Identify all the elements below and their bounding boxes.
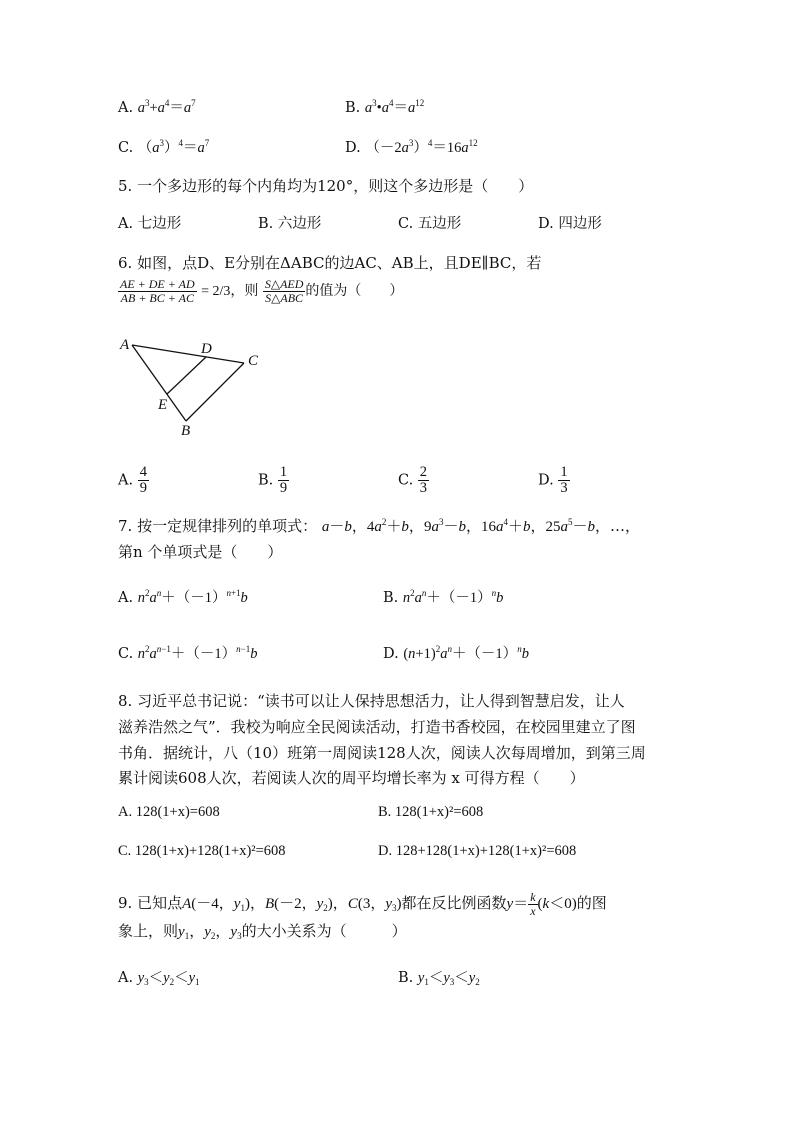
q5-option-a: A. 七边形 bbox=[118, 216, 182, 232]
q6-perimeter-ratio: $\frac{AE + DE + AD}{AB + BC + AC}$ bbox=[120, 277, 195, 305]
q4-option-a: A. $a^3+a^4=a^7$ bbox=[118, 98, 196, 116]
q8-option-d: D. 128+128(1+x)+128(1+x)²=608 bbox=[378, 843, 577, 859]
q8-line1: 8. 习近平总书记说：“读书可以让人保持思想活力，让人得到智慧启发，让人 bbox=[118, 692, 625, 710]
edge-ac bbox=[132, 345, 244, 363]
q8-option-b: B. 128(1+x)²=608 bbox=[378, 804, 484, 820]
q9-stem-line1: 9. 已知点A(－4，$y_1$)，B(－2，$y_2$)，C(3，$y_3$)都在反比例函数y＝ $\frac{k}{x}$ (k＜0)的图 bbox=[118, 890, 607, 918]
q6-area-ratio: $\frac{\text{S△AED}}{\text{S△ABC}}$ bbox=[264, 277, 304, 305]
edge-bc bbox=[186, 363, 244, 421]
q8-line4: 累计阅读608人次，若阅读人次的周平均增长率为 x 可得方程（ ） bbox=[118, 769, 585, 787]
q5-option-c: C. 五边形 bbox=[398, 216, 462, 232]
q6-option-d: D. $\frac{1}{3}$ bbox=[538, 464, 568, 497]
triangle-figure bbox=[110, 330, 280, 442]
label-b: B bbox=[181, 423, 191, 439]
q7-option-b: B. $n^2a^n+(-1)^nb$ bbox=[383, 588, 504, 606]
q4-option-d: D. $(-2a^3)^4=16a^{12}$ bbox=[345, 138, 478, 156]
q9-option-a: A. $y_3<y_2<y_1$ bbox=[118, 970, 200, 987]
q9-option-b: B. $y_1<y_3<y_2$ bbox=[398, 970, 480, 987]
q6-option-c: C. $\frac{2}{3}$ bbox=[398, 464, 428, 497]
q5-option-b: B. 六边形 bbox=[258, 216, 322, 232]
label-e: E bbox=[158, 397, 168, 413]
q9-stem-line2: 象上，则$y_1$，$y_2$，$y_3$的大小关系为（ ） bbox=[118, 922, 407, 941]
q6-stem-line2: $\frac{AE + DE + AD}{AB + BC + AC}$ = 2/3，则 $\frac{\text{S△AED}}{\text{S△ABC}}$ 的值为（ ） bbox=[120, 277, 404, 305]
q8-line2: 滋养浩然之气”．我校为响应全民阅读活动，打造书香校园，在校园里建立了图 bbox=[118, 718, 636, 736]
q7-option-c: C. $n^2a^{n-1}+(-1)^{n-1}b$ bbox=[118, 644, 258, 662]
q8-option-a: A. 128(1+x)=608 bbox=[118, 804, 220, 820]
label-a: A bbox=[120, 337, 130, 353]
segment-de bbox=[167, 357, 206, 394]
label-c: C bbox=[248, 353, 259, 369]
q4-option-c: C. $(a^3)^4=a^7$ bbox=[118, 138, 210, 156]
q6-stem-line1: 6. 如图，点D、E分别在ΔABC的边AC、AB上，且DE∥BC，若 bbox=[118, 254, 542, 272]
q6-option-b: B. $\frac{1}{9}$ bbox=[258, 464, 288, 497]
q6-option-a: A. $\frac{4}{9}$ bbox=[118, 464, 147, 497]
q7-stem-line1: 7. 按一定规律排列的单项式： a－b，$4a^2+b$，$9a^3-b$，$16a^4+b$，$25a^5-b$，…， bbox=[118, 517, 641, 535]
q8-line3: 书角．据统计，八（10）班第一周阅读128人次，阅读人次每周增加，到第三周 bbox=[118, 744, 646, 762]
q5-option-d: D. 四边形 bbox=[538, 216, 602, 232]
q7-option-a: A. $n^2a^n+(-1)^{n+1}b$ bbox=[118, 588, 248, 606]
label-d: D bbox=[201, 341, 212, 357]
q7-option-d: D. $(n+1)^2a^n+(-1)^nb$ bbox=[383, 644, 529, 662]
q4-option-b: B. $a^3•a^4=a^{12}$ bbox=[345, 98, 425, 116]
q8-option-c: C. 128(1+x)+128(1+x)²=608 bbox=[118, 843, 286, 859]
q7-stem-line2: 第n 个单项式是（ ） bbox=[118, 543, 283, 561]
q5-stem: 5. 一个多边形的每个内角均为120°，则这个多边形是（ ） bbox=[118, 177, 534, 195]
